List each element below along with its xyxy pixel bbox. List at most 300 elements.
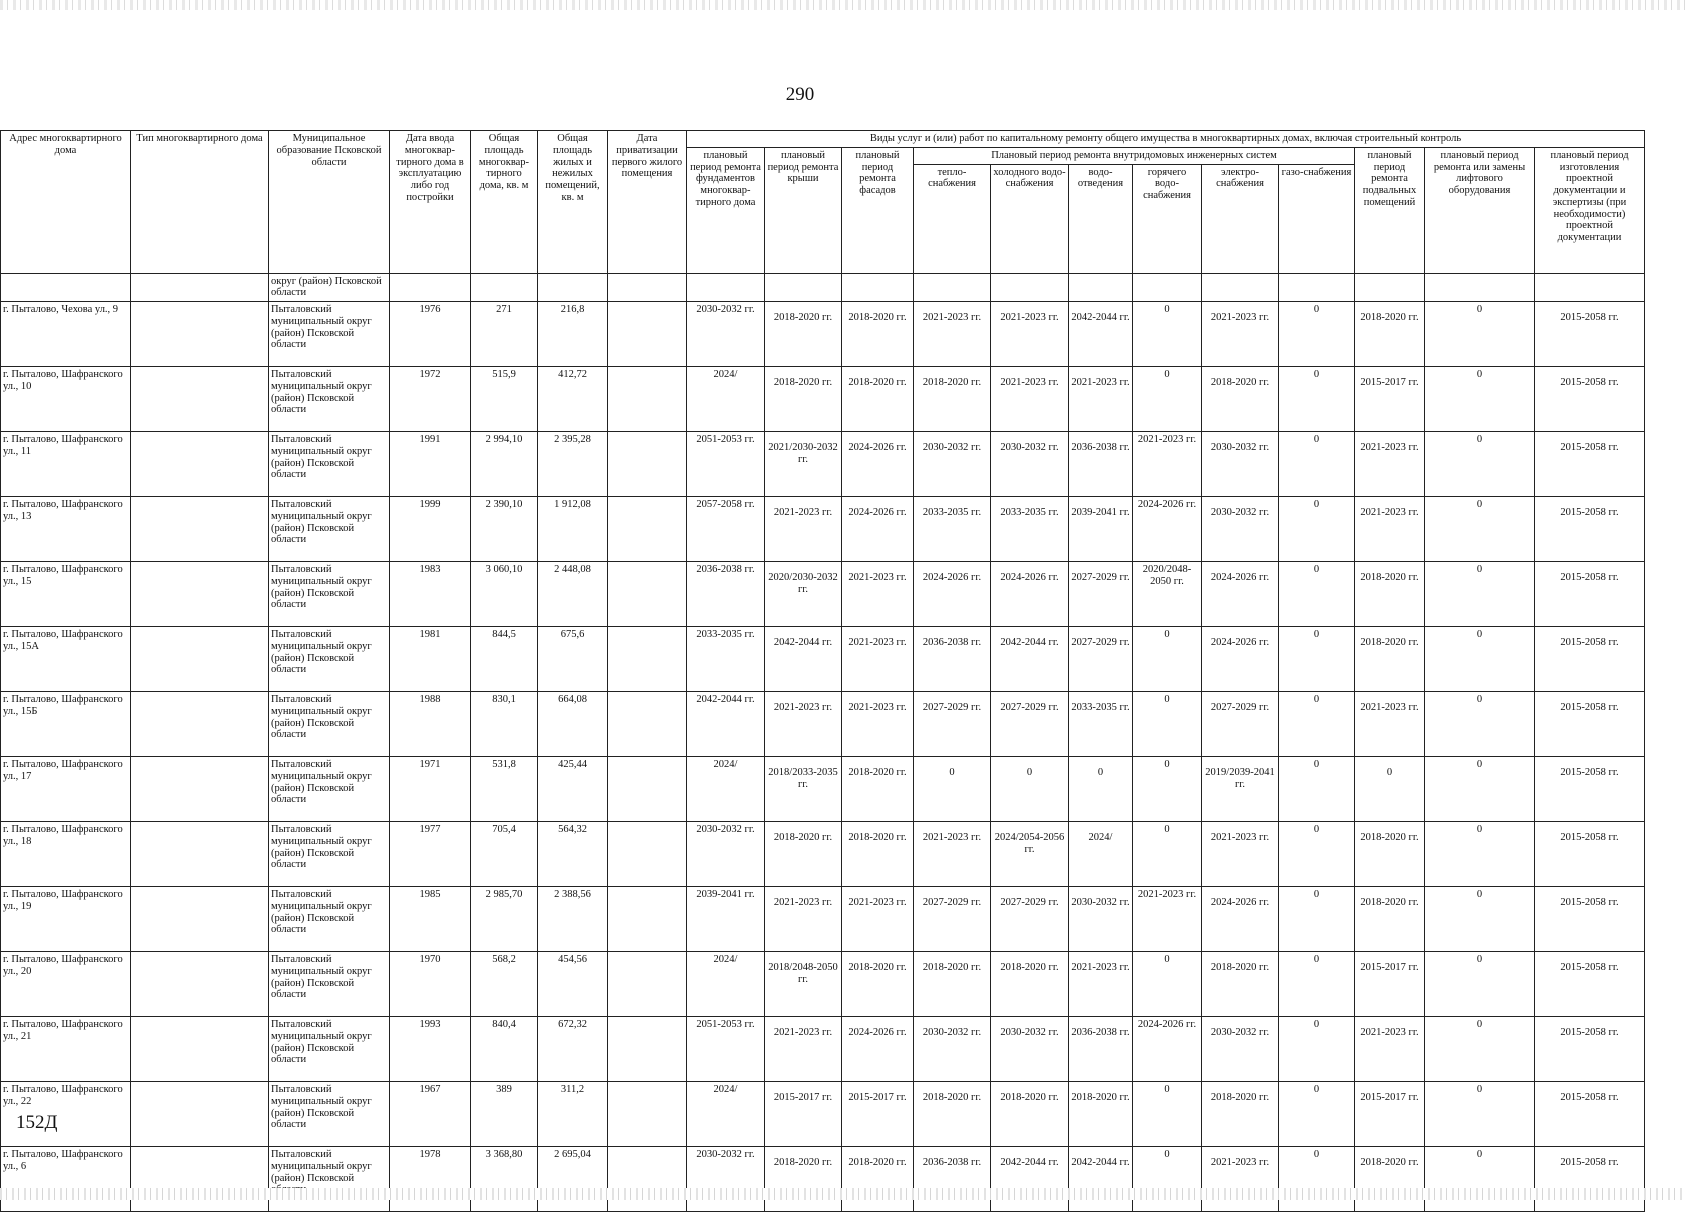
cell-total-area: 840,4 (471, 1017, 538, 1082)
cell-address: г. Пыталово, Шафранского ул., 17 (1, 757, 131, 822)
cell-design: 2015-2058 гг. (1535, 497, 1645, 562)
cell-year: 1985 (390, 887, 471, 952)
cell-empty (1279, 273, 1355, 302)
cell-cold-water: 2021-2023 гг. (991, 367, 1069, 432)
table-row (1, 1082, 1645, 1147)
header-basement: плановый период ремонта подвальных помещений (1355, 147, 1425, 273)
cell-basement: 2021-2023 гг. (1355, 432, 1425, 497)
cell-electric: 2021-2023 гг. (1202, 822, 1279, 887)
cell-sewer: 2027-2029 гг. (1069, 627, 1133, 692)
cell-foundation: 2057-2058 гг. (687, 497, 765, 562)
cell-hot-water: 2021-2023 гг. (1133, 887, 1202, 952)
cell-empty (1, 273, 131, 302)
cell-address: г. Пыталово, Шафранского ул., 6 (1, 1147, 131, 1212)
cell-cold-water: 2018-2020 гг. (991, 1082, 1069, 1147)
cell-type (131, 302, 269, 367)
cell-hot-water: 2020/2048-2050 гг. (1133, 562, 1202, 627)
header-foundation: плановый период ремонта фундаментов многоквар-тирного дома (687, 147, 765, 273)
cell-design: 2015-2058 гг. (1535, 822, 1645, 887)
cell-basement: 2015-2017 гг. (1355, 952, 1425, 1017)
header-heat: тепло-снабжения (914, 164, 991, 273)
cell-type (131, 952, 269, 1017)
cell-heat: 2027-2029 гг. (914, 887, 991, 952)
header-privatization-date: Дата приватизации первого жилого помещения (608, 131, 687, 274)
cell-design: 2015-2058 гг. (1535, 432, 1645, 497)
cell-cold-water: 2024/2054-2056 гг. (991, 822, 1069, 887)
cell-electric: 2018-2020 гг. (1202, 1082, 1279, 1147)
cell-elevator: 0 (1425, 1017, 1535, 1082)
cell-elevator: 0 (1425, 627, 1535, 692)
cell-roof: 2018-2020 гг. (765, 1147, 842, 1212)
cell-elevator: 0 (1425, 367, 1535, 432)
cell-living-area: 672,32 (538, 1017, 608, 1082)
cell-electric: 2021-2023 гг. (1202, 302, 1279, 367)
cell-type (131, 757, 269, 822)
cell-year: 1967 (390, 1082, 471, 1147)
cell-privatization (608, 562, 687, 627)
table-row (1, 822, 1645, 887)
cell-basement: 2021-2023 гг. (1355, 692, 1425, 757)
cell-living-area: 664,08 (538, 692, 608, 757)
cell-gas: 0 (1279, 822, 1355, 887)
cell-gas: 0 (1279, 627, 1355, 692)
cell-sewer: 2039-2041 гг. (1069, 497, 1133, 562)
cell-year: 1991 (390, 432, 471, 497)
header-gas: газо-снабжения (1279, 164, 1355, 273)
header-elevator: плановый период ремонта или замены лифтового оборудования (1425, 147, 1535, 273)
cell-elevator: 0 (1425, 302, 1535, 367)
cell-facade: 2021-2023 гг. (842, 692, 914, 757)
cell-cold-water: 2030-2032 гг. (991, 1017, 1069, 1082)
header-engineering-group: Плановый период ремонта внутридомовых инженерных систем (914, 147, 1355, 164)
cell-gas: 0 (1279, 952, 1355, 1017)
table-row (1, 302, 1645, 367)
cell-design: 2015-2058 гг. (1535, 692, 1645, 757)
cell-design: 2015-2058 гг. (1535, 562, 1645, 627)
cell-foundation: 2042-2044 гг. (687, 692, 765, 757)
header-hot-water: горячего водо-снабжения (1133, 164, 1202, 273)
cell-privatization (608, 302, 687, 367)
cell-privatization (608, 432, 687, 497)
header-cold-water: холодного водо-снабжения (991, 164, 1069, 273)
cell-elevator: 0 (1425, 432, 1535, 497)
cell-year: 1993 (390, 1017, 471, 1082)
cell-living-area: 2 695,04 (538, 1147, 608, 1212)
cell-gas: 0 (1279, 887, 1355, 952)
cell-sewer: 2030-2032 гг. (1069, 887, 1133, 952)
cell-address: г. Пыталово, Шафранского ул., 20 (1, 952, 131, 1017)
cell-roof: 2021-2023 гг. (765, 887, 842, 952)
cell-elevator: 0 (1425, 1082, 1535, 1147)
cell-hot-water: 0 (1133, 367, 1202, 432)
cell-address: г. Пыталово, Шафранского ул., 13 (1, 497, 131, 562)
cell-municipality: Пыталовский муниципальный округ (район) Псковской области (269, 1082, 390, 1147)
cell-basement: 2021-2023 гг. (1355, 1017, 1425, 1082)
cell-hot-water: 0 (1133, 1147, 1202, 1212)
cell-basement: 2018-2020 гг. (1355, 822, 1425, 887)
cell-heat: 0 (914, 757, 991, 822)
cell-total-area: 531,8 (471, 757, 538, 822)
cell-year: 1981 (390, 627, 471, 692)
cell-year: 1977 (390, 822, 471, 887)
cell-total-area: 271 (471, 302, 538, 367)
cell-municipality: Пыталовский муниципальный округ (район) Псковской области (269, 757, 390, 822)
cell-roof: 2021-2023 гг. (765, 497, 842, 562)
cell-empty (1535, 273, 1645, 302)
cell-privatization (608, 1082, 687, 1147)
cell-foundation: 2039-2041 гг. (687, 887, 765, 952)
cell-type (131, 887, 269, 952)
cell-municipality: Пыталовский муниципальный округ (район) Псковской области (269, 432, 390, 497)
cell-total-area: 2 994,10 (471, 432, 538, 497)
cell-heat: 2036-2038 гг. (914, 627, 991, 692)
cell-basement: 2021-2023 гг. (1355, 497, 1425, 562)
cell-living-area: 454,56 (538, 952, 608, 1017)
header-roof: плановый период ремонта крыши (765, 147, 842, 273)
cell-electric: 2024-2026 гг. (1202, 887, 1279, 952)
cell-address: г. Пыталово, Шафранского ул., 15 (1, 562, 131, 627)
cell-privatization (608, 887, 687, 952)
cell-hot-water: 2024-2026 гг. (1133, 1017, 1202, 1082)
cell-foundation: 2024/ (687, 757, 765, 822)
cell-privatization (608, 497, 687, 562)
cell-roof: 2018-2020 гг. (765, 367, 842, 432)
cell-empty (131, 273, 269, 302)
cell-foundation: 2051-2053 гг. (687, 1017, 765, 1082)
cell-total-area: 2 390,10 (471, 497, 538, 562)
cell-sewer: 2021-2023 гг. (1069, 952, 1133, 1017)
cell-facade: 2024-2026 гг. (842, 497, 914, 562)
scan-noise-bottom (0, 1188, 1686, 1200)
cell-heat: 2030-2032 гг. (914, 432, 991, 497)
header-living-area: Общая площадь жилых и нежилых помещений, кв. м (538, 131, 608, 274)
cell-heat: 2024-2026 гг. (914, 562, 991, 627)
table-row (1, 497, 1645, 562)
cell-heat: 2030-2032 гг. (914, 1017, 991, 1082)
page-number: 290 (785, 84, 815, 105)
cell-elevator: 0 (1425, 1147, 1535, 1212)
cell-empty (765, 273, 842, 302)
cell-empty (1425, 273, 1535, 302)
cell-type (131, 627, 269, 692)
cell-hot-water: 0 (1133, 952, 1202, 1017)
cell-municipality: Пыталовский муниципальный округ (район) Псковской области (269, 887, 390, 952)
header-facade: плановый период ремонта фасадов (842, 147, 914, 273)
cell-basement: 2018-2020 гг. (1355, 887, 1425, 952)
cell-year: 1988 (390, 692, 471, 757)
cell-year: 1983 (390, 562, 471, 627)
cell-living-area: 564,32 (538, 822, 608, 887)
header-municipality: Муниципальное образование Псковской области (269, 131, 390, 274)
cell-facade: 2024-2026 гг. (842, 432, 914, 497)
cell-facade: 2018-2020 гг. (842, 952, 914, 1017)
cell-privatization (608, 627, 687, 692)
cell-address: г. Пыталово, Шафранского ул., 19 (1, 887, 131, 952)
cell-empty (914, 273, 991, 302)
cell-total-area: 830,1 (471, 692, 538, 757)
cell-type (131, 1147, 269, 1212)
cell-empty (390, 273, 471, 302)
cell-empty (1355, 273, 1425, 302)
cell-type (131, 497, 269, 562)
cell-design: 2015-2058 гг. (1535, 1082, 1645, 1147)
cell-municipality: Пыталовский муниципальный округ (район) Псковской области (269, 1017, 390, 1082)
cell-cold-water: 2027-2029 гг. (991, 887, 1069, 952)
cell-address: г. Пыталово, Шафранского ул., 18 (1, 822, 131, 887)
cell-type (131, 1082, 269, 1147)
cell-facade: 2024-2026 гг. (842, 1017, 914, 1082)
cell-facade: 2018-2020 гг. (842, 302, 914, 367)
cell-basement: 2015-2017 гг. (1355, 1082, 1425, 1147)
cell-address: г. Пыталово, Шафранского ул., 11 (1, 432, 131, 497)
cell-elevator: 0 (1425, 822, 1535, 887)
cell-roof: 2018-2020 гг. (765, 822, 842, 887)
cell-heat: 2027-2029 гг. (914, 692, 991, 757)
cell-privatization (608, 757, 687, 822)
cell-privatization (608, 952, 687, 1017)
cell-municipality-continued: округ (район) Псковской области (269, 273, 390, 302)
cell-foundation: 2024/ (687, 367, 765, 432)
cell-facade: 2021-2023 гг. (842, 627, 914, 692)
cell-year: 1976 (390, 302, 471, 367)
cell-year: 1971 (390, 757, 471, 822)
cell-foundation: 2036-2038 гг. (687, 562, 765, 627)
cell-type (131, 562, 269, 627)
cell-hot-water: 0 (1133, 302, 1202, 367)
cell-facade: 2018-2020 гг. (842, 822, 914, 887)
cell-heat: 2018-2020 гг. (914, 1082, 991, 1147)
cell-heat: 2036-2038 гг. (914, 1147, 991, 1212)
cell-facade: 2018-2020 гг. (842, 367, 914, 432)
table-row (1, 1017, 1645, 1082)
table-row (1, 1147, 1645, 1212)
cell-sewer: 2042-2044 гг. (1069, 1147, 1133, 1212)
cell-facade: 2018-2020 гг. (842, 757, 914, 822)
cell-total-area: 2 985,70 (471, 887, 538, 952)
cell-hot-water: 0 (1133, 692, 1202, 757)
cell-address: г. Пыталово, Шафранского ул., 21 (1, 1017, 131, 1082)
cell-foundation: 2030-2032 гг. (687, 822, 765, 887)
cell-living-area: 425,44 (538, 757, 608, 822)
cell-foundation: 2051-2053 гг. (687, 432, 765, 497)
cell-facade: 2021-2023 гг. (842, 887, 914, 952)
cell-facade: 2021-2023 гг. (842, 562, 914, 627)
cell-empty (687, 273, 765, 302)
header-design-docs: плановый период изготовления проектной документации и экспертизы (при необходимости) проектной документации (1535, 147, 1645, 273)
cell-hot-water: 0 (1133, 757, 1202, 822)
cell-sewer: 2033-2035 гг. (1069, 692, 1133, 757)
cell-basement: 2018-2020 гг. (1355, 562, 1425, 627)
header-commission-date: Дата ввода многоквар-тирного дома в эксплуатацию либо год постройки (390, 131, 471, 274)
cell-address: г. Пыталово, Шафранского ул., 10 (1, 367, 131, 432)
cell-sewer: 2021-2023 гг. (1069, 367, 1133, 432)
cell-cold-water: 2027-2029 гг. (991, 692, 1069, 757)
cell-privatization (608, 1147, 687, 1212)
cell-year: 1978 (390, 1147, 471, 1212)
cell-privatization (608, 1017, 687, 1082)
cell-gas: 0 (1279, 497, 1355, 562)
table-row (1, 432, 1645, 497)
cell-cold-water: 2033-2035 гг. (991, 497, 1069, 562)
cell-living-area: 1 912,08 (538, 497, 608, 562)
cell-sewer: 2042-2044 гг. (1069, 302, 1133, 367)
cell-privatization (608, 822, 687, 887)
cell-facade: 2018-2020 гг. (842, 1147, 914, 1212)
cell-elevator: 0 (1425, 497, 1535, 562)
cell-gas: 0 (1279, 692, 1355, 757)
cell-municipality: Пыталовский муниципальный округ (район) Псковской области (269, 692, 390, 757)
cell-heat: 2021-2023 гг. (914, 302, 991, 367)
cell-sewer: 0 (1069, 757, 1133, 822)
cell-cold-water: 2030-2032 гг. (991, 432, 1069, 497)
cell-gas: 0 (1279, 302, 1355, 367)
cell-empty (1202, 273, 1279, 302)
cell-type (131, 1017, 269, 1082)
cell-electric: 2030-2032 гг. (1202, 432, 1279, 497)
cell-municipality: Пыталовский муниципальный округ (район) Псковской области (269, 822, 390, 887)
cell-heat: 2018-2020 гг. (914, 952, 991, 1017)
cell-living-area: 2 448,08 (538, 562, 608, 627)
cell-cold-water: 2042-2044 гг. (991, 627, 1069, 692)
header-works-group: Виды услуг и (или) работ по капитальному ремонту общего имущества в многоквартирных домах, включая строительный контроль (687, 131, 1645, 148)
header-address: Адрес многоквартирного дома (1, 131, 131, 274)
cell-total-area: 568,2 (471, 952, 538, 1017)
cell-municipality: Пыталовский муниципальный округ (район) Псковской области (269, 627, 390, 692)
cell-type (131, 822, 269, 887)
cell-hot-water: 0 (1133, 627, 1202, 692)
cell-foundation: 2030-2032 гг. (687, 302, 765, 367)
cell-gas: 0 (1279, 1082, 1355, 1147)
cell-foundation: 2030-2032 гг. (687, 1147, 765, 1212)
table-row (1, 757, 1645, 822)
scan-noise-top (0, 0, 1686, 10)
cell-address: г. Пыталово, Шафранского ул., 15А (1, 627, 131, 692)
cell-gas: 0 (1279, 1017, 1355, 1082)
cell-living-area: 412,72 (538, 367, 608, 432)
cell-municipality: Пыталовский муниципальный округ (район) Псковской области (269, 497, 390, 562)
cell-design: 2015-2058 гг. (1535, 757, 1645, 822)
cell-electric: 2021-2023 гг. (1202, 1147, 1279, 1212)
table-row (1, 692, 1645, 757)
cell-total-area: 844,5 (471, 627, 538, 692)
cell-hot-water: 0 (1133, 822, 1202, 887)
cell-gas: 0 (1279, 432, 1355, 497)
cell-living-area: 2 395,28 (538, 432, 608, 497)
cell-cold-water: 2024-2026 гг. (991, 562, 1069, 627)
cell-roof: 2018/2048-2050 гг. (765, 952, 842, 1017)
header-total-area: Общая площадь многоквар-тирного дома, кв. м (471, 131, 538, 274)
cell-foundation: 2024/ (687, 952, 765, 1017)
cell-empty (842, 273, 914, 302)
table-row (1, 952, 1645, 1017)
cell-sewer: 2036-2038 гг. (1069, 432, 1133, 497)
cell-empty (991, 273, 1069, 302)
header-sewer: водо-отведения (1069, 164, 1133, 273)
cell-total-area: 389 (471, 1082, 538, 1147)
cell-living-area: 311,2 (538, 1082, 608, 1147)
table-row-continuation (1, 273, 1645, 302)
cell-heat: 2018-2020 гг. (914, 367, 991, 432)
cell-basement: 2018-2020 гг. (1355, 627, 1425, 692)
cell-gas: 0 (1279, 757, 1355, 822)
cell-address: г. Пыталово, Шафранского ул., 15Б (1, 692, 131, 757)
cell-electric: 2018-2020 гг. (1202, 367, 1279, 432)
cell-municipality: Пыталовский муниципальный округ (район) Псковской области (269, 367, 390, 432)
cell-year: 1972 (390, 367, 471, 432)
cell-living-area: 216,8 (538, 302, 608, 367)
cell-elevator: 0 (1425, 562, 1535, 627)
cell-sewer: 2027-2029 гг. (1069, 562, 1133, 627)
cell-design: 2015-2058 гг. (1535, 952, 1645, 1017)
cell-electric: 2030-2032 гг. (1202, 1017, 1279, 1082)
cell-cold-water: 2042-2044 гг. (991, 1147, 1069, 1212)
cell-gas: 0 (1279, 367, 1355, 432)
cell-roof: 2020/2030-2032 гг. (765, 562, 842, 627)
cell-total-area: 705,4 (471, 822, 538, 887)
cell-empty (608, 273, 687, 302)
cell-roof: 2042-2044 гг. (765, 627, 842, 692)
cell-living-area: 675,6 (538, 627, 608, 692)
cell-basement: 2018-2020 гг. (1355, 1147, 1425, 1212)
cell-design: 2015-2058 гг. (1535, 367, 1645, 432)
cell-empty (471, 273, 538, 302)
cell-total-area: 3 368,80 (471, 1147, 538, 1212)
cell-design: 2015-2058 гг. (1535, 887, 1645, 952)
cell-empty (538, 273, 608, 302)
cell-cold-water: 2018-2020 гг. (991, 952, 1069, 1017)
cell-heat: 2033-2035 гг. (914, 497, 991, 562)
cell-total-area: 3 060,10 (471, 562, 538, 627)
cell-roof: 2021-2023 гг. (765, 1017, 842, 1082)
cell-roof: 2018-2020 гг. (765, 302, 842, 367)
cell-electric: 2024-2026 гг. (1202, 562, 1279, 627)
table-row (1, 562, 1645, 627)
cell-foundation: 2033-2035 гг. (687, 627, 765, 692)
cell-electric: 2030-2032 гг. (1202, 497, 1279, 562)
cell-address: г. Пыталово, Шафранского ул., 22 (1, 1082, 131, 1147)
cell-elevator: 0 (1425, 757, 1535, 822)
cell-privatization (608, 367, 687, 432)
cell-elevator: 0 (1425, 692, 1535, 757)
cell-empty (1133, 273, 1202, 302)
cell-privatization (608, 692, 687, 757)
cell-heat: 2021-2023 гг. (914, 822, 991, 887)
cell-sewer: 2024/ (1069, 822, 1133, 887)
cell-basement: 2015-2017 гг. (1355, 367, 1425, 432)
cell-empty (1069, 273, 1133, 302)
table-header (1, 131, 1645, 274)
cell-year: 1999 (390, 497, 471, 562)
cell-sewer: 2018-2020 гг. (1069, 1082, 1133, 1147)
capital-repair-table (0, 130, 1645, 1212)
cell-roof: 2015-2017 гг. (765, 1082, 842, 1147)
cell-design: 2015-2058 гг. (1535, 627, 1645, 692)
table-body (1, 273, 1645, 1212)
cell-living-area: 2 388,56 (538, 887, 608, 952)
header-type: Тип многоквартирного дома (131, 131, 269, 274)
cell-electric: 2018-2020 гг. (1202, 952, 1279, 1017)
cell-design: 2015-2058 гг. (1535, 302, 1645, 367)
cell-gas: 0 (1279, 1147, 1355, 1212)
cell-hot-water: 0 (1133, 1082, 1202, 1147)
page-code: 152Д (16, 1112, 58, 1133)
cell-year: 1970 (390, 952, 471, 1017)
cell-hot-water: 2021-2023 гг. (1133, 432, 1202, 497)
cell-cold-water: 0 (991, 757, 1069, 822)
cell-municipality: Пыталовский муниципальный округ (район) Псковской области (269, 302, 390, 367)
cell-gas: 0 (1279, 562, 1355, 627)
table-row (1, 367, 1645, 432)
